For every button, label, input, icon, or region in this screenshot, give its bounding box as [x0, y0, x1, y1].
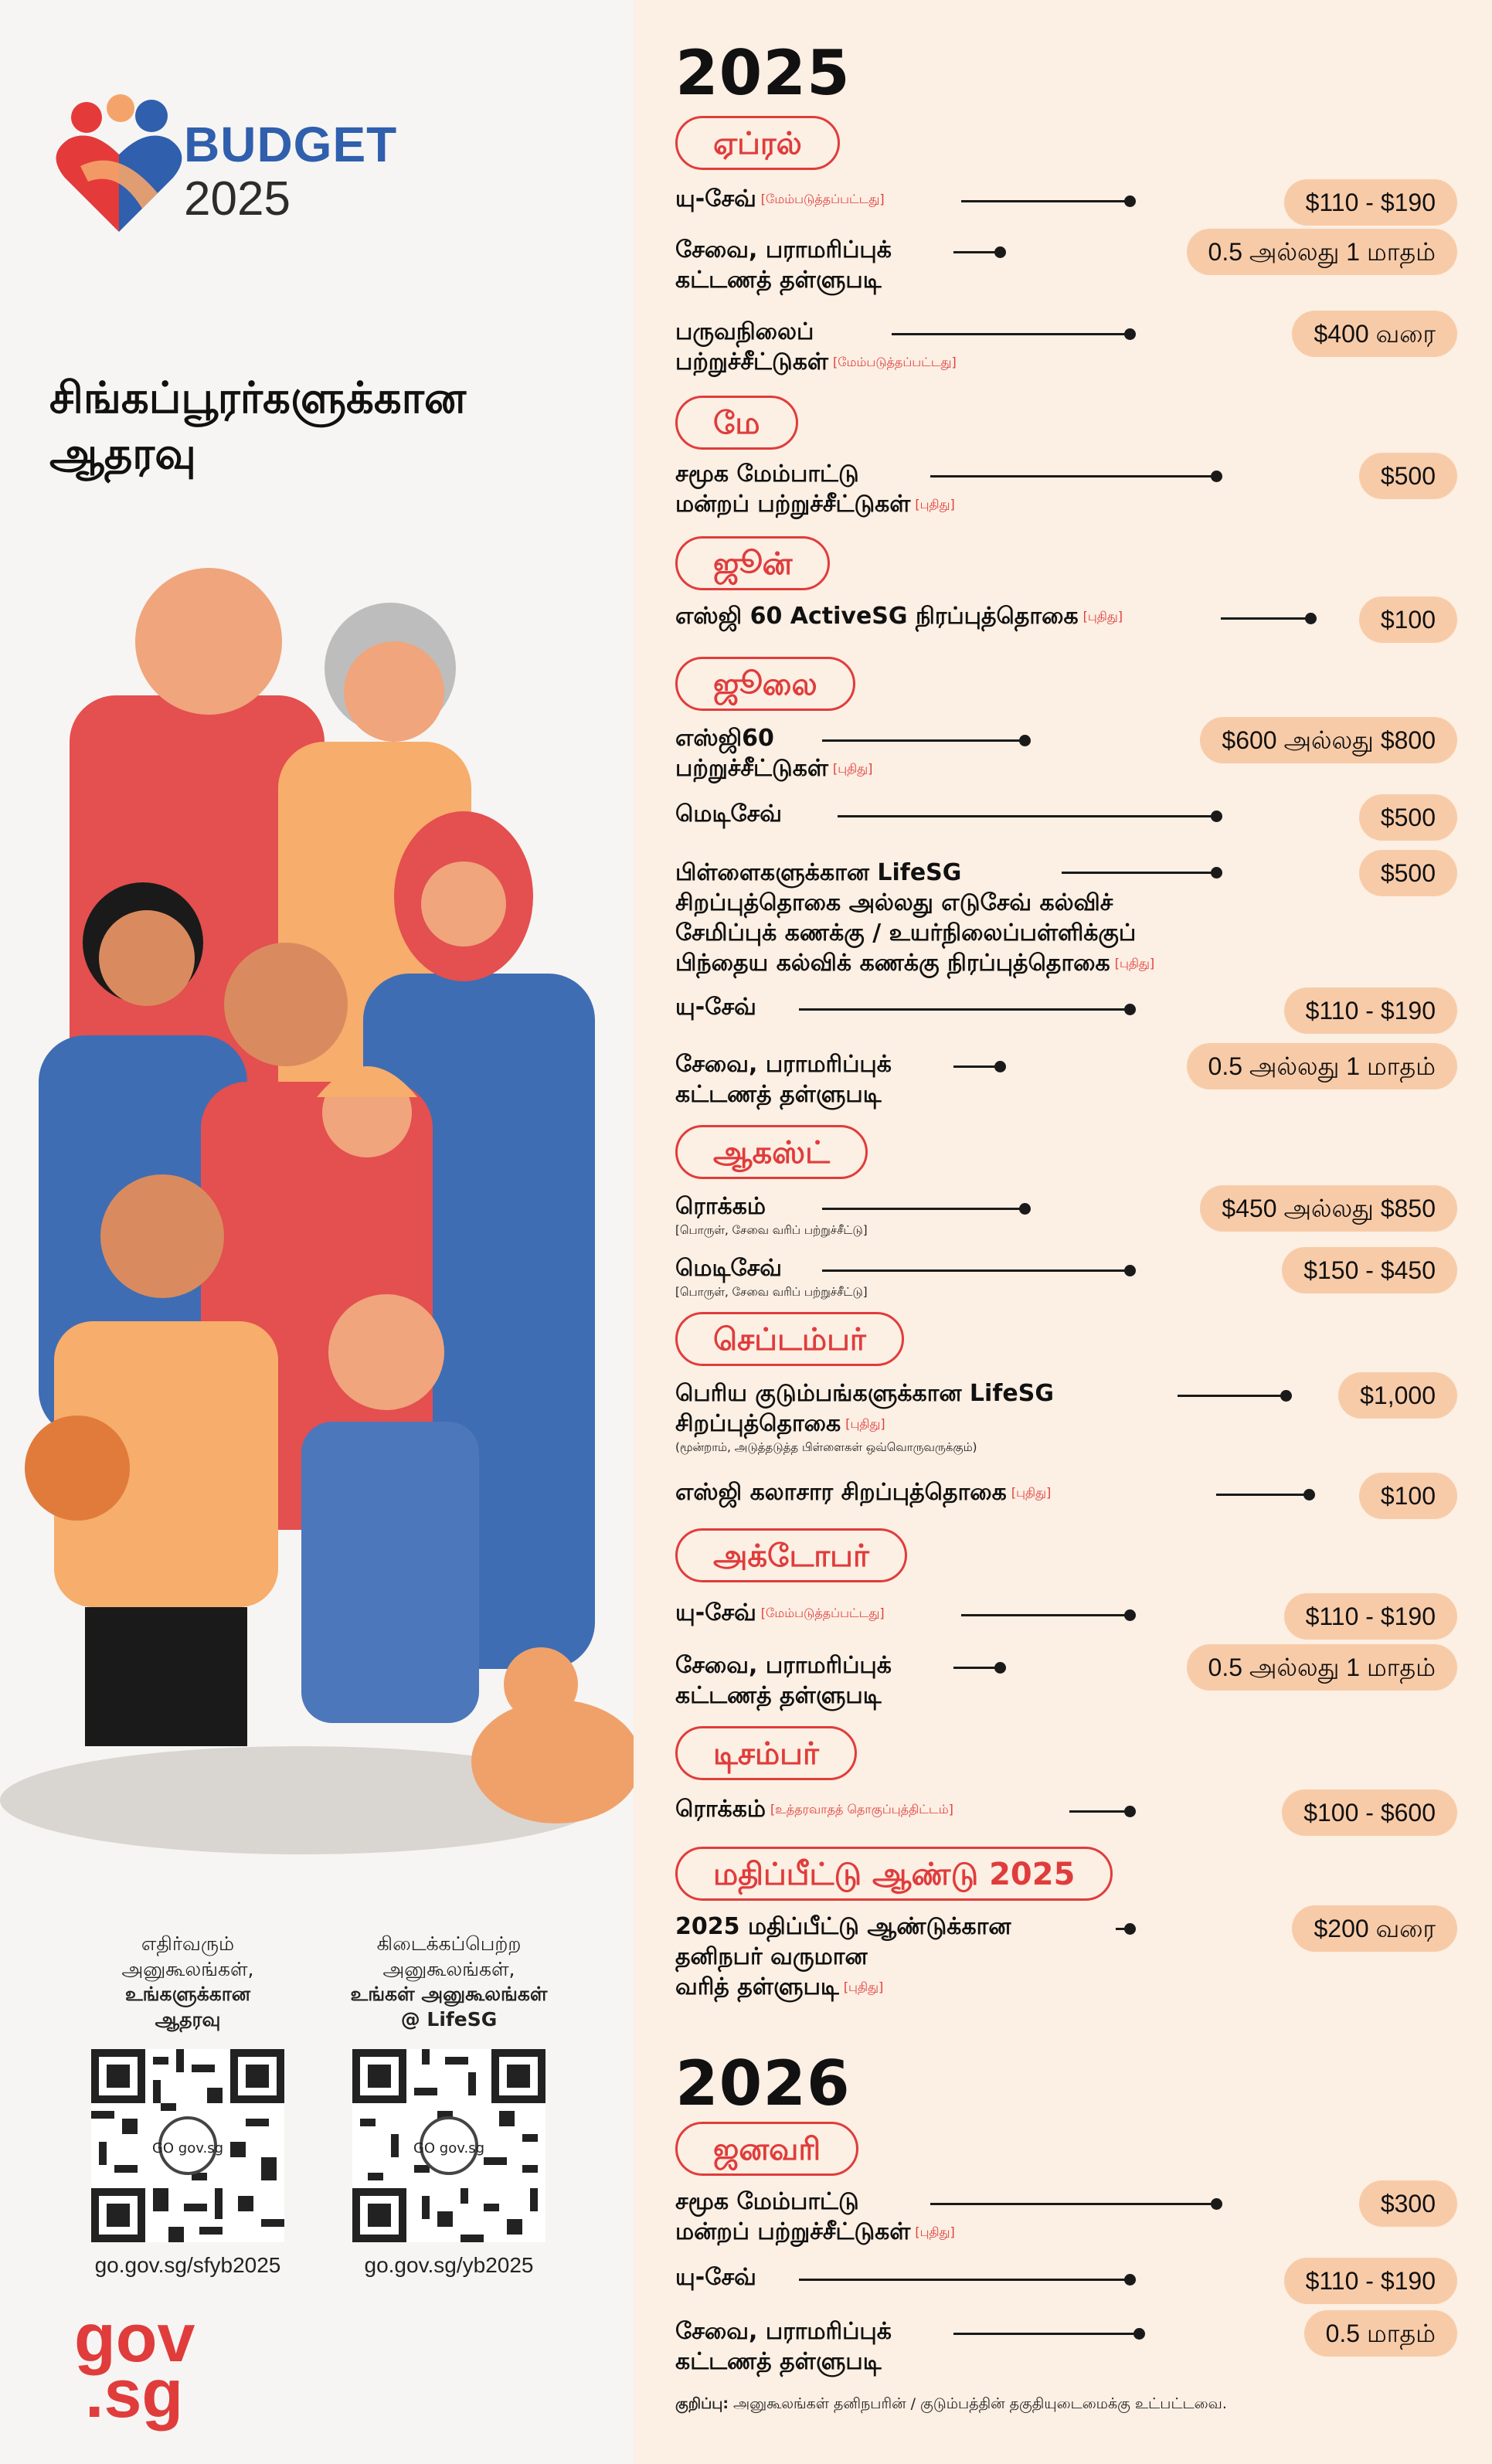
benefit-row	[675, 1595, 1457, 1638]
benefit-label	[675, 2316, 892, 2377]
benefit-row	[675, 858, 1457, 977]
benefit-label: ரொக்கம்	[675, 1193, 766, 1220]
benefit-value: $110 - $190	[1284, 179, 1457, 226]
qr-block-upcoming	[72, 1932, 304, 2278]
benefit-label	[675, 2262, 756, 2292]
benefit-label: எஸ்ஜி 60 ActiveSG நிரப்புத்தொகை	[675, 603, 1079, 630]
budget-heart-logo-icon	[49, 93, 189, 240]
footnote: குறிப்பு: அனுகூலங்கள் தனிநபரின் / குடும்பத்தின் தகுதியுடைமைக்கு உட்பட்டவை.	[675, 2395, 1227, 2412]
connector-line	[799, 1008, 1130, 1011]
benefit-label: பிள்ளைகளுக்கான LifeSG	[675, 859, 962, 886]
benefit-label: சேவை, பராமரிப்புக்	[675, 236, 892, 263]
qr-center-label: GO gov.sg	[413, 2140, 485, 2156]
benefit-label: சிறப்புத்தொகை அல்லது எடுசேவ் கல்விச்	[675, 889, 1113, 916]
qr-caption: கிடைக்கப்பெற்ற அனுகூலங்கள், உங்கள் அனுகூலங்கள் @ LifeSG	[350, 1932, 548, 2031]
benefit-value: $500	[1359, 850, 1457, 896]
benefit-label: எஸ்ஜி60	[675, 725, 774, 752]
benefit-label: ரொக்கம்	[675, 1796, 766, 1823]
benefit-label: மன்றப் பற்றுச்சீட்டுகள்	[675, 2218, 911, 2245]
qr-center-label: GO gov.sg	[151, 2140, 224, 2156]
benefit-row	[675, 989, 1457, 1032]
benefit-value: 0.5 அல்லது 1 மாதம்	[1187, 1043, 1457, 1089]
benefit-label	[675, 858, 1154, 978]
connector-line	[961, 1614, 1130, 1616]
status-tag: [புதிது]	[915, 497, 955, 512]
benefit-value: $500	[1359, 453, 1457, 499]
connector-line	[930, 2203, 1216, 2205]
connector-line	[1216, 1494, 1309, 1496]
benefit-label	[675, 1378, 1054, 1456]
benefit-value: $600 அல்லது $800	[1200, 717, 1457, 763]
month-july: ஜூலை	[675, 657, 855, 711]
benefit-row	[675, 317, 1457, 380]
benefit-value: $300	[1359, 2180, 1457, 2227]
benefit-label: 2025 மதிப்பீட்டு ஆண்டுக்கான	[675, 1913, 1011, 1940]
benefit-row	[675, 1049, 1457, 1113]
status-tag: [புதிது]	[1082, 609, 1123, 624]
benefit-label: பிந்தைய கல்விக் கணக்கு நிரப்புத்தொகை	[675, 950, 1110, 977]
page-headline: சிங்கப்பூரர்களுக்கான ஆதரவு	[49, 373, 467, 479]
status-tag: [புதிது]	[1114, 956, 1155, 971]
family-illustration	[0, 541, 634, 1870]
benefit-subnote: [பொருள், சேவை வரிப் பற்றுச்சீட்டு]	[675, 1223, 868, 1237]
benefit-value: $450 அல்லது $850	[1200, 1185, 1457, 1232]
benefit-value: $100	[1359, 1473, 1457, 1519]
year-heading-2025: 2025	[675, 37, 851, 109]
qr-code-icon[interactable]	[352, 2049, 545, 2242]
benefit-label	[675, 1912, 1011, 2002]
benefit-value: 0.5 மாதம்	[1304, 2310, 1457, 2357]
benefit-value: $110 - $190	[1284, 2258, 1457, 2304]
benefit-row	[675, 2316, 1457, 2380]
connector-line	[953, 251, 1000, 253]
status-tag: [மேம்படுத்தப்பட்டது]	[760, 1606, 885, 1621]
benefit-label: பெரிய குடும்பங்களுக்கான LifeSG	[675, 1380, 1054, 1407]
benefit-label: சிறப்புத்தொகை	[675, 1410, 841, 1437]
benefit-label: சேவை, பராமரிப்புக்	[675, 2318, 892, 2345]
benefit-label	[675, 992, 756, 1022]
benefit-label: கட்டணத் தள்ளுபடி	[675, 1682, 882, 1709]
benefit-label: எஸ்ஜி கலாசார சிறப்புத்தொகை	[675, 1479, 1007, 1506]
benefit-row	[675, 459, 1457, 522]
benefit-label: பருவநிலைப்	[675, 318, 814, 345]
benefit-row	[675, 2259, 1457, 2303]
benefit-label	[675, 1253, 868, 1301]
connector-line	[1069, 1810, 1130, 1813]
benefit-value: $200 வரை	[1292, 1905, 1457, 1952]
benefit-value: $110 - $190	[1284, 987, 1457, 1034]
benefit-label: கட்டணத் தள்ளுபடி	[675, 2348, 882, 2375]
qr-url-link[interactable]: go.gov.sg/sfyb2025	[94, 2253, 281, 2277]
connector-line	[1116, 1928, 1130, 1930]
benefit-label	[675, 799, 782, 829]
benefit-label	[675, 184, 885, 214]
benefit-value: $100 - $600	[1282, 1789, 1457, 1836]
benefit-label: வரித் தள்ளுபடி	[675, 1973, 839, 2000]
benefit-label: சேவை, பராமரிப்புக்	[675, 1051, 892, 1078]
month-year-of-assessment: மதிப்பீட்டு ஆண்டு 2025	[675, 1847, 1113, 1901]
budget-brand-line1: BUDGET	[184, 117, 398, 172]
status-tag: [புதிது]	[832, 761, 873, 777]
benefit-row	[675, 1650, 1457, 1714]
status-tag: [புதிது]	[843, 1980, 884, 1995]
month-may: மே	[675, 396, 798, 450]
connector-line	[953, 2333, 1139, 2335]
connector-line	[953, 1667, 1000, 1669]
benefit-label	[675, 2187, 955, 2247]
month-april: ஏப்ரல்	[675, 116, 840, 170]
benefit-label	[675, 235, 892, 295]
benefit-label: மன்றப் பற்றுச்சீட்டுகள்	[675, 491, 911, 518]
benefit-label	[675, 1794, 953, 1824]
benefit-row	[675, 1253, 1457, 1301]
status-tag: [புதிது]	[915, 2224, 955, 2240]
connector-line	[953, 1065, 1000, 1068]
benefit-value: 0.5 அல்லது 1 மாதம்	[1187, 1644, 1457, 1691]
qr-url-link[interactable]: go.gov.sg/yb2025	[364, 2253, 534, 2277]
benefit-label: சமூக மேம்பாட்டு	[675, 2188, 859, 2215]
benefit-label: சேமிப்புக் கணக்கு / உயர்நிலைப்பள்ளிக்குப்	[675, 919, 1137, 947]
benefit-row	[675, 1191, 1457, 1239]
benefit-label	[675, 601, 1123, 631]
benefit-row	[675, 181, 1457, 224]
benefit-label: யு-சேவ்	[675, 1599, 756, 1626]
qr-code-icon[interactable]	[91, 2049, 284, 2242]
benefit-value: $110 - $190	[1284, 1593, 1457, 1640]
benefit-row	[675, 598, 1457, 641]
status-tag: [மேம்படுத்தப்பட்டது]	[760, 192, 885, 207]
benefit-value: $1,000	[1338, 1372, 1457, 1419]
connector-line	[822, 739, 1025, 742]
connector-line	[1221, 617, 1310, 620]
status-tag: [மேம்படுத்தப்பட்டது]	[832, 355, 957, 370]
connector-line	[1062, 872, 1216, 874]
benefit-label: யு-சேவ்	[675, 994, 756, 1021]
benefit-row	[675, 1791, 1457, 1834]
benefit-label: பற்றுச்சீட்டுகள்	[675, 755, 828, 782]
status-tag: [புதிது]	[845, 1416, 885, 1432]
benefit-label	[675, 1477, 1051, 1507]
month-august: ஆகஸ்ட்	[675, 1125, 868, 1179]
benefit-label: கட்டணத் தள்ளுபடி	[675, 267, 882, 294]
month-september: செப்டம்பர்	[675, 1312, 904, 1366]
benefit-row	[675, 235, 1457, 298]
benefit-value: $150 - $450	[1282, 1247, 1457, 1293]
benefit-value: $500	[1359, 794, 1457, 841]
benefit-label	[675, 1049, 892, 1110]
year-heading-2026: 2026	[675, 2048, 851, 2119]
benefit-label: சமூக மேம்பாட்டு	[675, 461, 859, 488]
benefit-label: மெடிசேவ்	[675, 1255, 782, 1282]
connector-line	[822, 1269, 1130, 1272]
benefit-label: கட்டணத் தள்ளுபடி	[675, 1081, 882, 1108]
benefit-row	[675, 796, 1457, 839]
month-october: அக்டோபர்	[675, 1528, 907, 1582]
qr-block-available	[333, 1932, 565, 2278]
budget-brand-year: 2025	[184, 172, 291, 226]
month-january: ஜனவரி	[675, 2122, 858, 2176]
benefit-label: மெடிசேவ்	[675, 800, 782, 828]
benefit-row	[675, 2187, 1457, 2250]
benefit-value: 0.5 அல்லது 1 மாதம்	[1187, 229, 1457, 275]
benefit-value: $100	[1359, 596, 1457, 643]
connector-line	[892, 333, 1130, 335]
benefit-subnote: (மூன்றாம், அடுத்தடுத்த பிள்ளைகள் ஒவ்வொருவருக்கும்)	[675, 1440, 977, 1454]
benefit-value: $400 வரை	[1292, 311, 1457, 357]
benefit-label	[675, 1650, 892, 1711]
gov-sg-logo: gov .sg	[74, 2299, 195, 2432]
benefit-label	[675, 723, 872, 783]
status-tag: [புதிது]	[1011, 1485, 1052, 1500]
connector-line	[822, 1208, 1025, 1210]
connector-line	[961, 200, 1130, 202]
status-tag: [உத்தரவாதத் தொகுப்புத்திட்டம்]	[770, 1802, 953, 1817]
benefit-label	[675, 317, 957, 377]
month-june: ஜூன்	[675, 536, 830, 590]
benefit-row	[675, 1912, 1457, 2004]
benefit-label: சேவை, பராமரிப்புக்	[675, 1652, 892, 1679]
connector-line	[1178, 1395, 1286, 1397]
benefit-label	[675, 1191, 868, 1239]
benefit-subnote: [பொருள், சேவை வரிப் பற்றுச்சீட்டு]	[675, 1285, 868, 1299]
benefit-row	[675, 723, 1457, 787]
benefit-label	[675, 1598, 885, 1628]
connector-line	[838, 815, 1216, 817]
month-december: டிசம்பர்	[675, 1726, 857, 1780]
qr-caption: எதிர்வரும் அனுகூலங்கள், உங்களுக்கான ஆதரவு	[121, 1932, 254, 2031]
connector-line	[930, 475, 1216, 478]
benefit-label: யு-சேவ்	[675, 185, 756, 212]
benefit-row	[675, 1378, 1457, 1463]
benefit-row	[675, 1474, 1457, 1517]
benefit-label: பற்றுச்சீட்டுகள்	[675, 348, 828, 376]
benefit-label: தனிநபர் வருமான	[675, 1943, 868, 1970]
benefit-label	[675, 459, 955, 519]
benefit-label: யு-சேவ்	[675, 2264, 756, 2291]
connector-line	[799, 2279, 1130, 2281]
